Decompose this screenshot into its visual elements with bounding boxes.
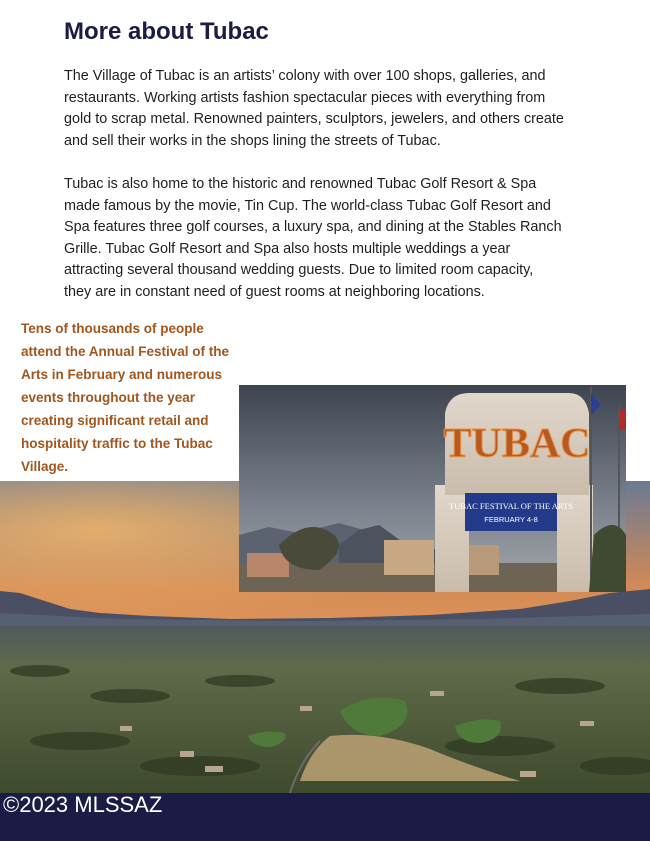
festival-banner-title: TUBAC FESTIVAL OF THE ARTS [448,501,574,511]
tubac-sign-illustration [239,385,626,592]
footer-bar [0,793,650,841]
festival-callout: Tens of thousands of people attend the Annual Festival of the Arts in February and numerous events throughout the year creating significant retail and hospitality traffic to the Tubac Village. [21,321,230,474]
page-title: More about Tubac [64,18,269,45]
copyright-text: ©2023 MLSSAZ [3,792,163,817]
golf-resort-paragraph: Tubac is also home to the historic and renowned Tubac Golf Resort & Spa made famous by the movie, Tin Cup. The world-class Tubac Golf Resort and Spa features three golf courses, a luxury spa, and dining at the Stables Ranch Grille. Tubac Golf Resort and Spa also hosts multiple weddings a year attracting several thousand wedding guests. Due to limited room capacity, they are in constant need of guest rooms at neighboring locations. [64,176,562,300]
tubac-sign-text: TUBAC [443,421,591,467]
festival-banner-date: FEBRUARY 4-8 [484,515,538,524]
intro-paragraph: The Village of Tubac is an artists’ colony with over 100 shops, galleries, and restaurants. Working artists fashion spectacular pieces with everything from gold to scrap metal. Renowned painters, sculptors, jewelers, and others create and sell their works in the shops lining the streets of Tubac. [64,68,564,149]
tubac-sign-photo [239,385,626,592]
